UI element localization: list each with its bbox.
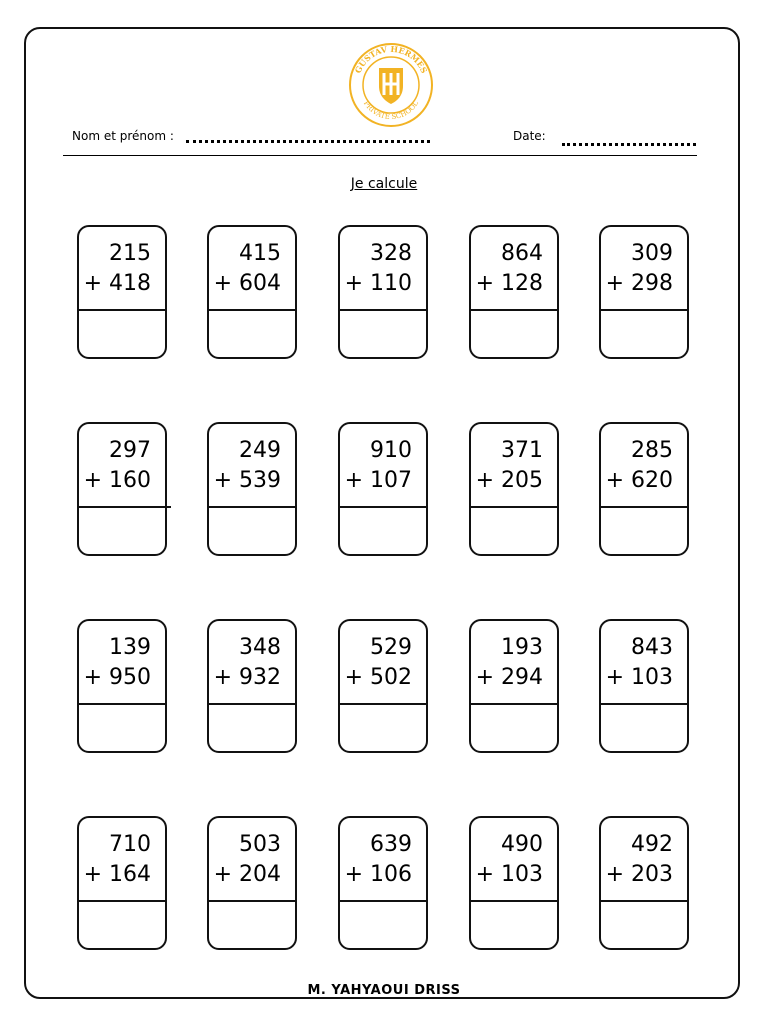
addition-card [77,816,167,950]
answer-area[interactable] [471,508,557,554]
school-logo [348,42,434,128]
addend-top: 215 [109,241,151,266]
addend-bottom: + 204 [213,862,281,887]
name-field[interactable] [186,140,430,143]
addend-top: 710 [109,832,151,857]
answer-area[interactable] [79,902,165,948]
addend-bottom: + 103 [605,665,673,690]
addition-card [338,619,428,753]
addend-bottom: + 294 [475,665,543,690]
addend-top: 492 [631,832,673,857]
addend-bottom: + 103 [475,862,543,887]
addend-top: 371 [501,438,543,463]
addend-bottom: + 502 [344,665,412,690]
addend-bottom: + 128 [475,271,543,296]
answer-area[interactable] [601,311,687,357]
addend-bottom: + 950 [83,665,151,690]
addend-top: 910 [370,438,412,463]
addition-card [207,619,297,753]
answer-area[interactable] [601,902,687,948]
answer-area[interactable] [601,705,687,751]
date-label: Date: [513,129,546,143]
answer-area[interactable] [471,705,557,751]
addend-top: 297 [109,438,151,463]
addition-card [469,225,559,359]
addition-card [77,225,167,359]
addend-top: 193 [501,635,543,660]
answer-area[interactable] [340,508,426,554]
answer-area[interactable] [340,902,426,948]
addition-card [338,816,428,950]
addend-bottom: + 205 [475,468,543,493]
addend-bottom: + 932 [213,665,281,690]
addition-card [599,619,689,753]
addition-card [338,422,428,556]
answer-area[interactable] [471,311,557,357]
answer-area[interactable] [340,705,426,751]
addend-bottom: + 203 [605,862,673,887]
addend-top: 328 [370,241,412,266]
addition-card [599,422,689,556]
answer-area[interactable] [209,705,295,751]
answer-area[interactable] [340,311,426,357]
addend-top: 529 [370,635,412,660]
answer-area[interactable] [209,311,295,357]
worksheet-title: Je calcule [350,176,418,192]
name-label: Nom et prénom : [72,129,174,143]
addend-top: 490 [501,832,543,857]
addend-top: 843 [631,635,673,660]
addition-card [77,422,167,556]
addend-top: 864 [501,241,543,266]
addend-bottom: + 110 [344,271,412,296]
addend-bottom: + 539 [213,468,281,493]
addend-top: 415 [239,241,281,266]
answer-area[interactable] [79,311,165,357]
seal-text-bottom: PRIVATE SCHOOL [361,99,421,122]
addition-card [469,619,559,753]
addition-card [338,225,428,359]
addend-bottom: + 160 [83,468,151,493]
addition-card [599,816,689,950]
addend-bottom: + 604 [213,271,281,296]
addend-bottom: + 418 [83,271,151,296]
date-field[interactable] [562,143,696,146]
addend-top: 285 [631,438,673,463]
addend-top: 348 [239,635,281,660]
answer-area[interactable] [209,508,295,554]
answer-area[interactable] [209,902,295,948]
addend-top: 309 [631,241,673,266]
addition-card [599,225,689,359]
addition-card [207,225,297,359]
header-divider [63,155,697,156]
addition-card [469,422,559,556]
answer-area[interactable] [79,508,165,554]
addend-top: 139 [109,635,151,660]
addition-card [77,619,167,753]
addend-bottom: + 164 [83,862,151,887]
addend-bottom: + 107 [344,468,412,493]
addend-top: 639 [370,832,412,857]
addition-card [469,816,559,950]
answer-area[interactable] [471,902,557,948]
addend-bottom: + 620 [605,468,673,493]
addend-bottom: + 106 [344,862,412,887]
answer-area[interactable] [601,508,687,554]
author-footer: M. YAHYAOUI DRISS [307,983,461,998]
addition-card [207,422,297,556]
addend-top: 503 [239,832,281,857]
addend-bottom: + 298 [605,271,673,296]
addition-card [207,816,297,950]
answer-area[interactable] [79,705,165,751]
seal-text-top: GUSTAV HERMES [352,43,430,75]
addend-top: 249 [239,438,281,463]
